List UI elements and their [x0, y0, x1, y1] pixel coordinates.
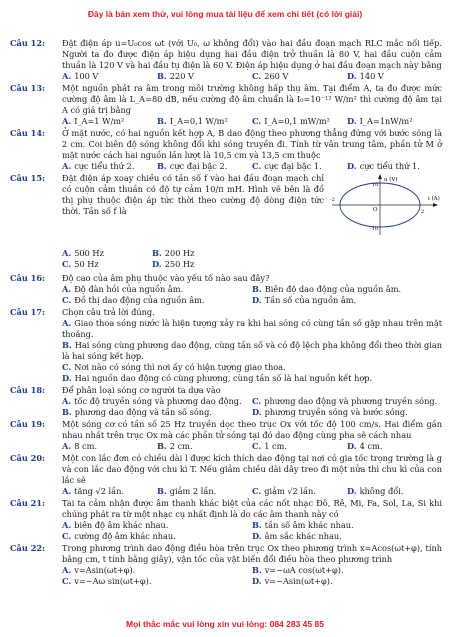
option-b: B. 220 V: [157, 71, 194, 81]
option-a: A. I_A=1 W/m²: [62, 116, 125, 126]
question-number: Câu 22:: [10, 543, 46, 553]
option-d: D. Hai nguồn dao động có cùng phương, cùng tần số là hai nguồn kết hợp.: [62, 373, 373, 383]
option-d: D. 4 cm.: [347, 441, 383, 451]
question-number: Câu 19:: [10, 419, 46, 429]
option-c: C. cực đại bậc 1.: [252, 161, 322, 171]
option-b: B. giảm 2 lần.: [157, 486, 217, 496]
question-text: Một con lắc đơn có chiều dài l được kích thích dao động tại nơi có gia tốc trọng trường là g và con lắc dao động với chu kì T. Nếu giảm chiều dài dây treo đi một nửa thì chu kì của con lắc sẽ: [62, 453, 442, 485]
preview-banner: Đây là bản xem thử, vui lòng mua tài liệu để xem chi tiết (có lời giải): [87, 9, 363, 19]
question-number: Câu 20:: [10, 453, 46, 463]
option-c: C. Nơi nào có sóng thì nơi ấy có hiện tượng giao thoa.: [62, 362, 286, 372]
option-c: C. v=−Aω sin(ωt+φ).: [62, 576, 152, 586]
question-text: Một nguồn phát ra âm trong môi trường không hấp thụ âm. Tại điểm A, ta đo được mức cường độ âm là L_A=80 dB, nếu cường độ âm chuẩn là I₀=10⁻¹² W/m² thì cường độ âm tại A có giá trị bằng: [62, 83, 442, 115]
option-a: A. v=Asin(ωt+φ).: [62, 565, 136, 575]
i-min-label: -2: [330, 197, 335, 203]
option-c: C. giảm √2 lần.: [252, 486, 316, 496]
question-text: Độ cao của âm phụ thuộc vào yếu tố nào sau đây?: [62, 273, 270, 283]
option-c: C. 1 cm.: [252, 441, 287, 451]
question-number: Câu 12:: [10, 38, 46, 48]
question-13: [10, 83, 442, 127]
option-b: B. tần số âm khác nhau.: [252, 520, 354, 530]
question-22: [10, 543, 442, 587]
i-label: i (A): [428, 196, 440, 202]
u-label: u (V): [384, 177, 398, 183]
option-a: A. tăng √2 lần.: [62, 486, 125, 496]
option-a: A. Giao thoa sóng nước là hiện tượng xảy ra khi hai sóng có cùng tần số gặp nhau trên mặt thoáng.: [62, 318, 442, 339]
question-text: Một sóng cơ có tần số 25 Hz truyền dọc theo trục Ox với tốc độ 100 cm/s. Hai điểm gần nhau nhất trên trục Ox mà các phần tử sóng tại đó dao động cùng pha sẽ cách nhau: [62, 419, 442, 440]
options-grid: [62, 248, 242, 270]
question-list: [10, 38, 442, 588]
option-b: B. Biên độ dao động của nguồn âm.: [252, 284, 402, 294]
option-d: D. âm sắc khác nhau.: [252, 531, 342, 541]
option-c: C. Đồ thị dao động của nguồn âm.: [62, 295, 205, 305]
question-21: [10, 498, 442, 542]
option-a: A. cực tiểu thứ 2.: [62, 161, 135, 171]
u-min-label: -10: [370, 226, 379, 232]
option-d: D. không đổi.: [347, 486, 404, 496]
option-d: D. cực tiểu thứ 1.: [347, 161, 420, 171]
question-16: [10, 273, 442, 306]
option-a: A. 100 V: [62, 71, 99, 81]
option-b: B. I_A=0,1 W/m²: [157, 116, 228, 126]
question-text: Trong phương trình dao động điều hòa trên trục Ox theo phương trình x=Acos(ωt+φ), tính bằng cm, t tính bằng giây), vận tốc của vật biến đổi điều hòa theo phương trình: [62, 543, 442, 564]
option-b: B. cực đại bậc 2.: [157, 161, 228, 171]
option-d: D. phương truyền sóng và bước sóng.: [252, 407, 408, 417]
option-a: A. tốc độ truyền sóng và phương dao động.: [62, 396, 242, 406]
option-d: D. I_A=1nW/m²: [347, 116, 413, 126]
option-b: B. Hai sóng cùng phương dao động, cùng tần số và có độ lệch pha không đổi theo thời gian là hai sóng kết hợp.: [62, 340, 442, 361]
question-17: [10, 307, 442, 384]
question-18: [10, 385, 442, 418]
option-a: A. biên độ âm khác nhau.: [62, 520, 169, 530]
question-number: Câu 17:: [10, 307, 46, 317]
option-b: B. v=−ωA cos(ωt+φ).: [252, 565, 344, 575]
question-number: Câu 15:: [10, 173, 46, 183]
question-text: Đặt điện áp xoay chiều có tần số f vào hai đầu đoạn mạch chỉ có cuộn cảm thuần có độ tự cảm 10/π mH. Hình vẽ bên là đồ thị phụ thuộc điện áp tức thời theo cường độ dòng điện tức thời. Tần số f là: [62, 173, 324, 216]
u-i-ellipse-graph: [328, 173, 440, 237]
option-a: A. 8 cm.: [62, 441, 97, 451]
u-max-label: 10: [372, 182, 379, 188]
option-d: D. 140 V: [347, 71, 384, 81]
question-number: Câu 14:: [10, 128, 46, 138]
question-text: Chọn câu trả lời đúng.: [62, 307, 155, 317]
question-number: Câu 18:: [10, 385, 46, 395]
option-b: B. 200 Hz: [152, 248, 195, 258]
question-number: Câu 16:: [10, 273, 46, 283]
question-14: [10, 128, 442, 172]
question-20: [10, 453, 442, 497]
option-d: D. 250 Hz: [152, 259, 195, 269]
option-a: A. Độ đàn hồi của nguồn âm.: [62, 284, 184, 294]
contact-footer: Mọi thắc mắc vui lòng xin vui lòng: 084 283 45 85: [126, 619, 324, 629]
i-axis-arrow-icon: [433, 203, 438, 207]
u-axis-arrow-icon: [378, 174, 382, 179]
option-c: C. phương dao động và phương truyền sóng.: [252, 396, 438, 406]
option-c: C. I_A=0,1 mW/m²: [252, 116, 330, 126]
options-row: [62, 71, 442, 82]
question-number: Câu 21:: [10, 498, 46, 508]
option-c: C. cường độ âm khác nhau.: [62, 531, 176, 541]
question-text: Ở mặt nước, có hai nguồn kết hợp A, B dao động theo phương thẳng đứng với bước sóng là 2 cm. Coi biên độ sóng không đổi khi sóng truyền đi. Tính từ vân trung tâm, phần tử M ở mặt nước cách hai nguồn lần lượt là 10,5 cm và 13,5 cm thuộc: [62, 128, 442, 160]
option-d: D. v=−Asin(ωt+φ).: [252, 576, 333, 586]
options-row: [62, 116, 442, 127]
option-b: B. 2 cm.: [157, 441, 193, 451]
question-text: Để phân loại sóng cơ người ta dựa vào: [62, 385, 221, 395]
question-19: [10, 419, 442, 452]
option-d: D. Tần số của nguồn âm.: [252, 295, 357, 305]
options-row: [62, 161, 442, 172]
option-a: A. 500 Hz: [62, 248, 104, 258]
question-12: [10, 38, 442, 82]
option-c: C. 260 V: [252, 71, 289, 81]
question-text: Tai ta cảm nhận được âm thanh khác biệt của các nốt nhạc Đô, Rê, Mi, Fa, Sol, La, Si khi chúng phát ra từ một nhạc cụ nhất định là do các âm thanh này có: [62, 498, 442, 519]
origin-label: O: [373, 207, 378, 213]
question-text: Đặt điện áp u=U₀cos ωt (với U₀, ω không đổi) vào hai đầu đoạn mạch RLC mắc nối tiếp. Người ta đo được điện áp hiệu dụng hai đầu điện trở thuần là 80 V, hai đầu cuộn cảm thuần là 120 V và hai đầu tụ điện là 60 V. Điện áp hiệu dụng ở hai đầu đoạn mạch này bằng: [62, 38, 442, 70]
i-max-label: 2: [421, 209, 425, 215]
question-15: [10, 173, 442, 272]
question-number: Câu 13:: [10, 83, 46, 93]
option-b: B. phương dao động và tần số sóng.: [62, 407, 212, 417]
option-c: C. 50 Hz: [62, 259, 99, 269]
